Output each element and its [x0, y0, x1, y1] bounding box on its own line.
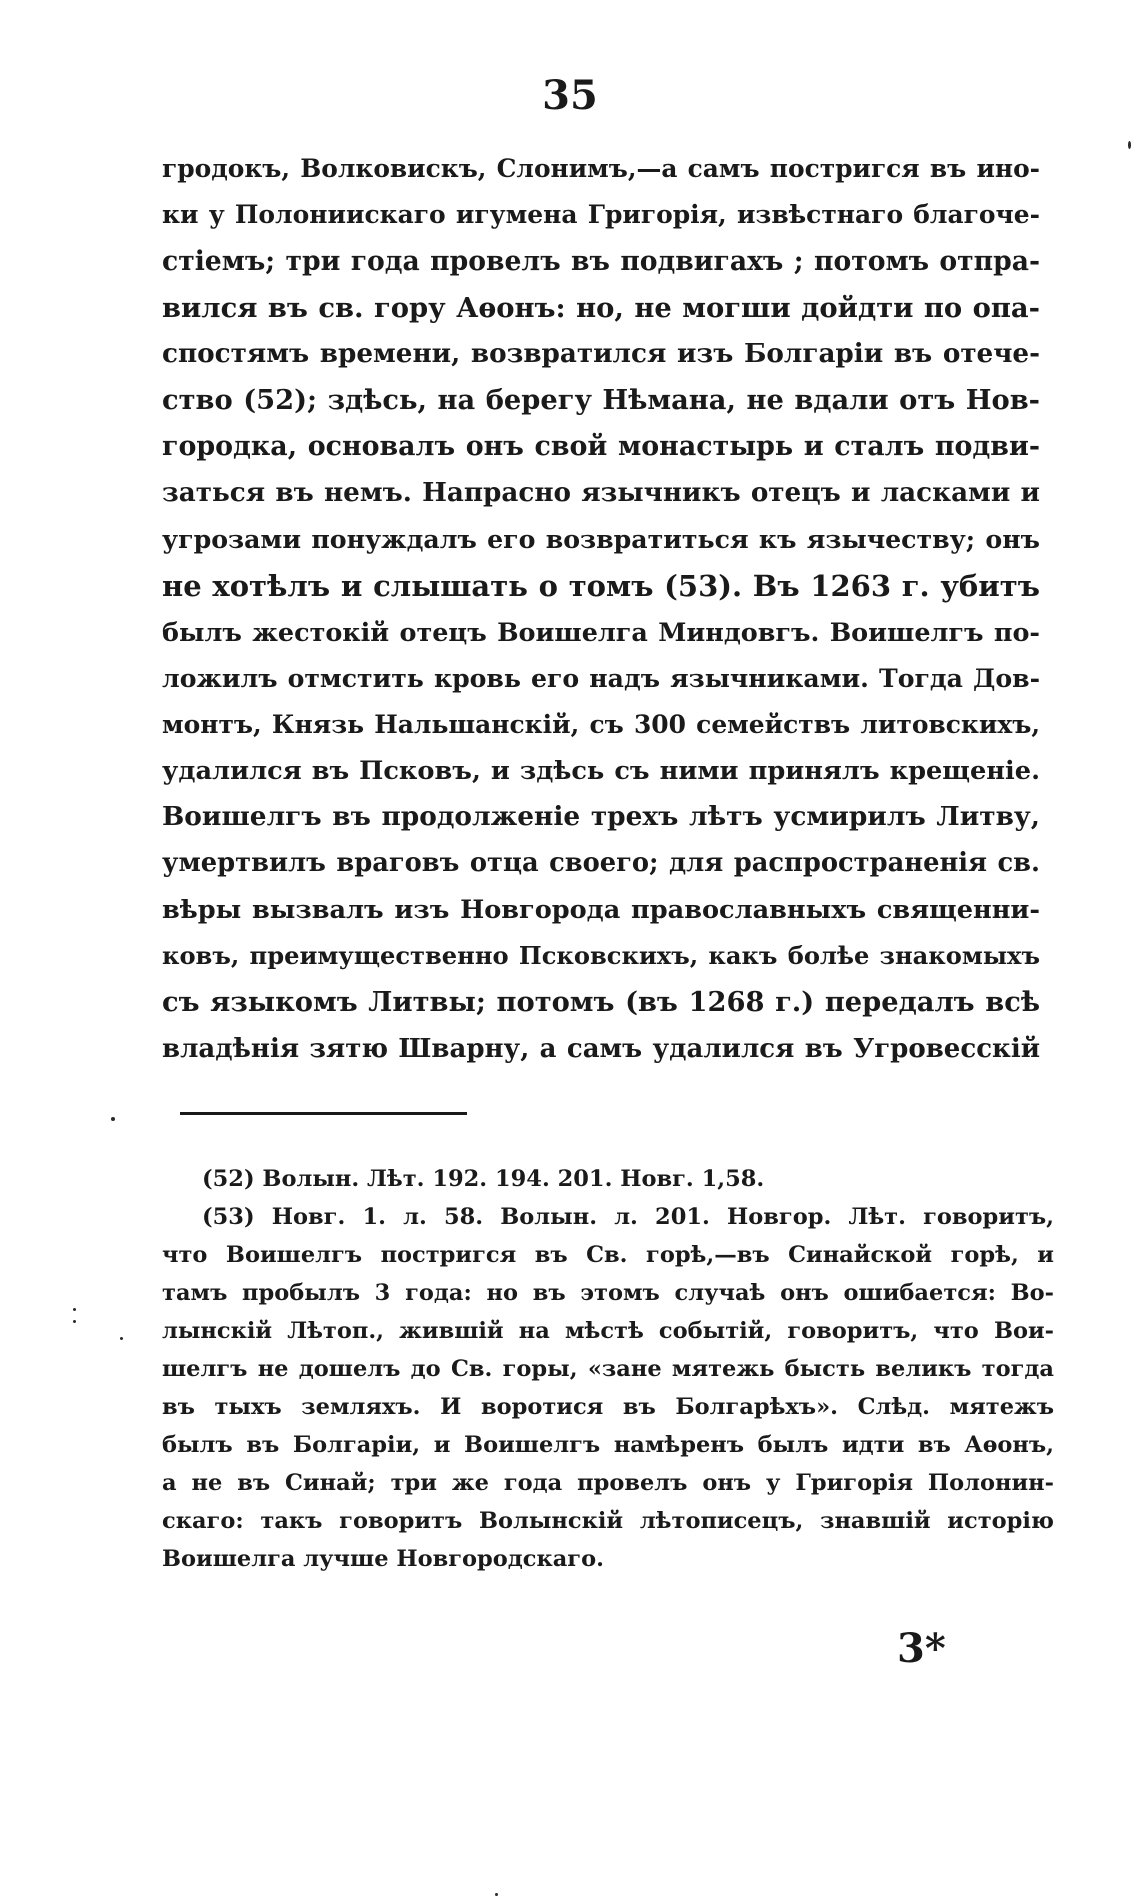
text-line: ство (52); здѣсь, на берегу Нѣмана, не вдали отъ Нов-	[162, 384, 1040, 417]
footnote-53: (53) Новг. 1. л. 58. Волын. л. 201. Новгор. Лѣт. говоритъ,	[202, 1204, 1054, 1230]
text-line: съ языкомъ Литвы; потомъ (въ 1268 г.) передалъ всѣ	[162, 986, 1040, 1019]
text-line: былъ жестокій отецъ Воишелга Миндовгъ. Воишелгъ по-	[162, 616, 1040, 647]
footnote-line: что Воишелгъ постригся въ Св. горѣ,—въ Синайской горѣ, и	[162, 1242, 1054, 1268]
main-text-block	[162, 146, 1040, 1072]
text-line: Воишелгъ въ продолженіе трехъ лѣтъ усмирилъ Литву,	[162, 801, 1040, 833]
footnote-line: а не въ Синай; три же года провелъ онъ у Григорія Полонин-	[162, 1470, 1054, 1496]
text-line: вился въ св. гору Аѳонъ: но, не могши дойдти по опа-	[162, 291, 1040, 324]
footnote-line: Воишелга лучше Новгородскаго.	[162, 1546, 604, 1572]
text-line: городка, основалъ онъ свой монастырь и сталъ подви-	[162, 430, 1040, 462]
text-line: угрозами понуждалъ его возвратиться къ язычеству; онъ	[162, 524, 1040, 555]
text-line: стіемъ; три года провелъ въ подвигахъ ; потомъ отпра-	[162, 245, 1040, 277]
text-line: ковъ, преимущественно Псковскихъ, какъ болѣе знакомыхъ	[162, 941, 1040, 971]
text-line: вѣры вызвалъ изъ Новгорода православныхъ священни-	[162, 894, 1040, 925]
scan-speck	[111, 1117, 115, 1121]
scan-speck	[495, 1893, 498, 1896]
signature-mark: 3*	[897, 1625, 946, 1672]
text-line: ложилъ отмстить кровь его надъ язычниками. Тогда Дов-	[162, 663, 1040, 694]
text-line: удалился въ Псковъ, и здѣсь съ ними принялъ крещеніе.	[162, 755, 1040, 786]
page-number: 35	[542, 72, 598, 119]
text-line: умертвилъ враговъ отца своего; для распространенія св.	[162, 848, 1040, 879]
text-line: ки у Полониискаго игумена Григорія, извѣстнаго благоче-	[162, 200, 1040, 230]
text-line: не хотѣлъ и слышать о томъ (53). Въ 1263 г. убитъ	[162, 568, 1040, 603]
text-line: монтъ, Князь Нальшанскій, съ 300 семействъ литовскихъ,	[162, 709, 1040, 739]
footnote-divider	[180, 1112, 467, 1115]
scan-speck	[1128, 141, 1131, 149]
footnote-line: былъ въ Болгаріи, и Воишелгъ намѣренъ былъ идти въ Аѳонъ,	[162, 1432, 1054, 1458]
scan-speck	[120, 1337, 123, 1340]
footnote-line: скаго: такъ говоритъ Волынскій лѣтописецъ, знавшій исторію	[162, 1508, 1054, 1534]
footnote-line: лынскій Лѣтоп., жившій на мѣстѣ событій, говоритъ, что Вои-	[162, 1318, 1054, 1344]
footnotes-block	[162, 1160, 1054, 1578]
footnote-52: (52) Волын. Лѣт. 192. 194. 201. Новг. 1,58.	[202, 1166, 765, 1192]
footnote-line: шелгъ не дошелъ до Св. горы, «зане мятежь бысть великъ тогда	[162, 1356, 1054, 1382]
text-line: гродокъ, Волковискъ, Слонимъ,—а самъ постригся въ ино-	[162, 154, 1040, 183]
text-line: спостямъ времени, возвратился изъ Болгаріи въ отече-	[162, 338, 1040, 370]
text-line: владѣнія зятю Шварну, а самъ удалился въ Угровесскій	[162, 1033, 1040, 1064]
footnote-line: въ тыхъ земляхъ. И воротися въ Болгарѣхъ». Слѣд. мятежъ	[162, 1394, 1054, 1420]
footnote-line: тамъ пробылъ 3 года: но въ этомъ случаѣ онъ ошибается: Во-	[162, 1280, 1054, 1306]
scan-speck	[73, 1320, 76, 1323]
text-line: заться въ немъ. Напрасно язычникъ отецъ и ласками и	[162, 477, 1040, 509]
scan-speck	[73, 1308, 76, 1311]
